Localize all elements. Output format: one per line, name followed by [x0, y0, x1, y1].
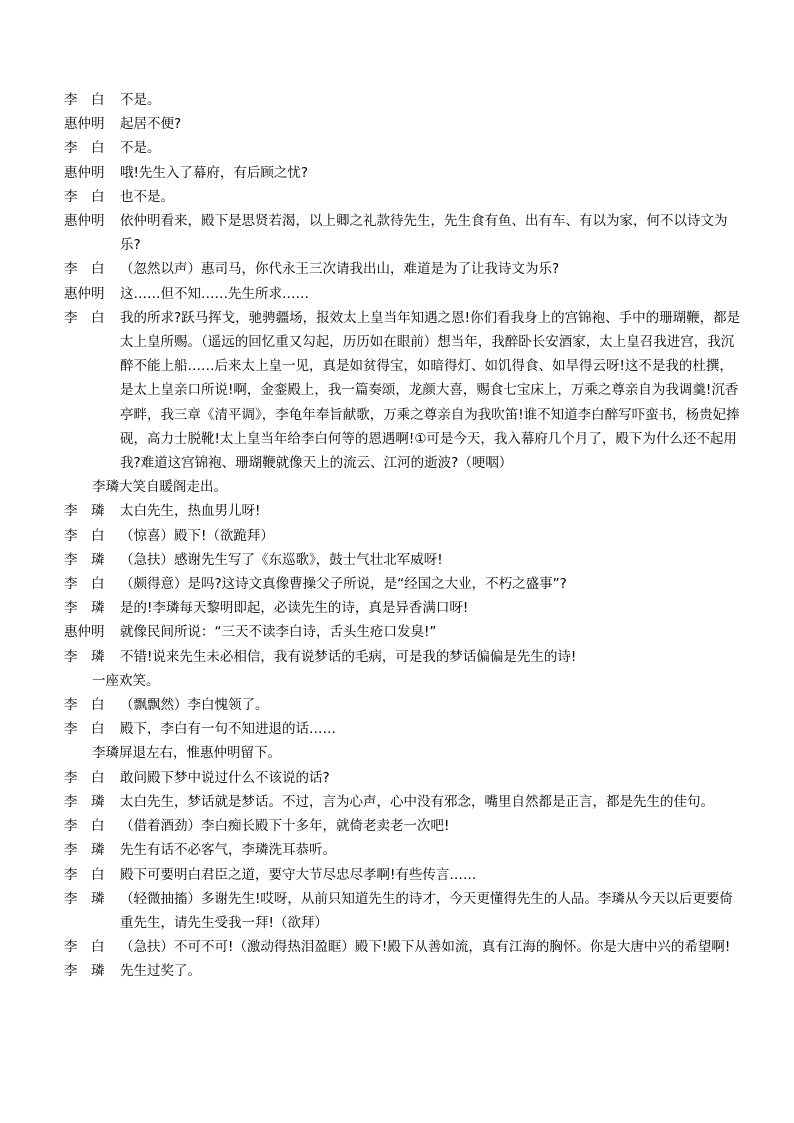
speaker-name: 李 白	[64, 721, 105, 738]
stage-direction: 李璘大笑自暖阁走出。	[92, 479, 227, 496]
dialogue-text: （急扶）不可不可!（激动得热泪盈眶）殿下!殿下从善如流，真有江海的胸怀。你是大唐中兴的希望啊!	[120, 939, 731, 956]
dialogue-text: 我的所求?跃马挥戈，驰骋疆场，报效太上皇当年知遇之恩!你们看我身上的宫锦袍、手中的珊瑚鞭，都是太上皇所赐。（遥远的回忆重又勾起，历历如在眼前）想当年，我醉卧长安酒家，太上皇召我进宫，我沉醉不能上船……后来太上皇一见，真是如贫得宝，如暗得灯、如饥得食、如旱得云呀!这不是我的杜撰，是太上皇亲口所说!啊，金銮殿上，我一篇奏颂，龙颜大喜，赐食七宝床上，万乘之尊亲自为我调羹!沉香亭畔，我三章《清平调》，李龟年奉旨献歌，万乘之尊亲自为我吹笛!谁不知道李白醉写吓蛮书，杨贵妃捧砚，高力士脱靴!太上皇当年给李白何等的恩遇啊!①可是今天，我入幕府几个月了，殿下为什么还不起用我?难道这宫锦袍、珊瑚鞭就像天上的流云、江河的逝波?（哽咽）	[120, 309, 741, 472]
dialogue-line	[64, 814, 744, 838]
speaker-name: 李 璘	[64, 551, 105, 568]
stage-direction: 一座欢笑。	[92, 672, 160, 689]
speaker-name: 惠仲明	[64, 285, 105, 302]
speaker-name: 李 璘	[64, 890, 105, 907]
speaker-name: 李 白	[64, 866, 105, 883]
dialogue-line	[64, 959, 744, 983]
dialogue-line	[64, 136, 744, 160]
dialogue-text: 殿下可要明白君臣之道，要守大节尽忠尽孝啊!有些传言……	[120, 866, 477, 883]
speaker-name: 李 璘	[64, 842, 105, 859]
speaker-name: 李 白	[64, 697, 105, 714]
speaker-name: 惠仲明	[64, 213, 105, 230]
dialogue-text: 太白先生，梦话就是梦话。不过，言为心声，心中没有邪念，嘴里自然都是正言，都是先生的佳句。	[120, 793, 714, 810]
dialogue-line	[64, 112, 744, 136]
speaker-name: 李 白	[64, 261, 105, 278]
dialogue-line	[64, 282, 744, 306]
dialogue-line	[64, 935, 744, 959]
dialogue-text: 敢问殿下梦中说过什么不该说的话?	[120, 769, 330, 786]
dialogue-line	[64, 887, 744, 935]
dialogue-text: （急扶）感谢先生写了《东巡歌》，鼓士气壮北军威呀!	[120, 551, 443, 568]
speaker-name: 惠仲明	[64, 116, 105, 133]
dialogue-line	[64, 161, 744, 185]
dialogue-line	[64, 257, 744, 281]
speaker-name: 李 白	[64, 939, 105, 956]
dialogue-line	[64, 596, 744, 620]
speaker-name: 李 白	[64, 769, 105, 786]
dialogue-text: 先生过奖了。	[120, 963, 201, 980]
dialogue-text: 不错!说来先生未必相信，我有说梦话的毛病，可是我的梦话偏偏是先生的诗!	[120, 648, 577, 665]
speaker-name: 李 白	[64, 92, 105, 108]
dialogue-text: 依仲明看来，殿下是思贤若渴，以上卿之礼款待先生，先生食有鱼、出有车、有以为家，何不以诗文为乐?	[120, 213, 728, 254]
dialogue-line	[64, 693, 744, 717]
dialogue-text: 也不是。	[120, 188, 174, 205]
speaker-name: 李 白	[64, 309, 105, 326]
dialogue-line	[64, 766, 744, 790]
speaker-name: 惠仲明	[64, 164, 105, 181]
dialogue-line	[64, 88, 744, 112]
speaker-name: 李 璘	[64, 648, 105, 665]
dialogue-text: 起居不便?	[120, 116, 182, 133]
speaker-name: 李 白	[64, 576, 105, 593]
dialogue-text: 这……但不知……先生所求……	[120, 285, 309, 302]
dialogue-line	[64, 838, 744, 862]
speaker-name: 惠仲明	[64, 624, 105, 641]
dialogue-text: （轻微抽搐）多谢先生!哎呀，从前只知道先生的诗才，今天更懂得先生的人品。李璘从今天以后更要倚重先生，请先生受我一拜!（欲拜）	[120, 890, 733, 931]
speaker-name: 李 白	[64, 818, 105, 835]
dialogue-text: 殿下，李白有一句不知进退的话……	[120, 721, 336, 738]
stage-direction: 李璘屏退左右，惟惠仲明留下。	[92, 745, 281, 762]
speaker-name: 李 白	[64, 188, 105, 205]
speaker-name: 李 白	[64, 140, 105, 157]
dialogue-line	[64, 499, 744, 523]
dialogue-text: 不是。	[120, 140, 161, 157]
speaker-name: 李 白	[64, 527, 105, 544]
speaker-name: 李 璘	[64, 963, 105, 980]
dialogue-line	[64, 209, 744, 257]
dialogue-line	[64, 790, 744, 814]
dialogue-line	[64, 306, 744, 475]
dialogue-line	[64, 185, 744, 209]
dialogue-line	[64, 717, 744, 741]
dialogue-line	[64, 620, 744, 644]
dialogue-text: 是的!李璘每天黎明即起，必读先生的诗，真是异香满口呀!	[120, 600, 469, 617]
speaker-name: 李 璘	[64, 793, 105, 810]
dialogue-text: （飘飘然）李白愧领了。	[120, 697, 269, 714]
dialogue-text: （借着酒劲）李白痴长殿下十多年，就倚老卖老一次吧!	[120, 818, 450, 835]
dialogue-line	[64, 548, 744, 572]
dialogue-line	[64, 645, 744, 669]
dialogue-line	[64, 572, 744, 596]
dialogue-text: 不是。	[120, 92, 161, 108]
dialogue-line	[64, 524, 744, 548]
dialogue-line	[64, 863, 744, 887]
dialogue-text: （忽然以声）惠司马，你代永王三次请我出山，难道是为了让我诗文为乐?	[120, 261, 560, 278]
dialogue-text: 太白先生，热血男儿呀!	[120, 503, 261, 520]
speaker-name: 李 璘	[64, 503, 105, 520]
dialogue-text: （惊喜）殿下!（欲跪拜）	[120, 527, 274, 544]
dialogue-text: 就像民间所说：“三天不读李白诗，舌头生疮口发臭!”	[120, 624, 437, 641]
dialogue-text: 先生有话不必客气，李璘洗耳恭听。	[120, 842, 336, 859]
dialogue-text: 哦!先生入了幕府，有后顾之忧?	[120, 164, 309, 181]
dialogue-text: （颇得意）是吗?这诗文真像曹操父子所说，是“经国之大业，不朽之盛事”?	[120, 576, 567, 593]
speaker-name: 李 璘	[64, 600, 105, 617]
script-body	[64, 88, 744, 984]
